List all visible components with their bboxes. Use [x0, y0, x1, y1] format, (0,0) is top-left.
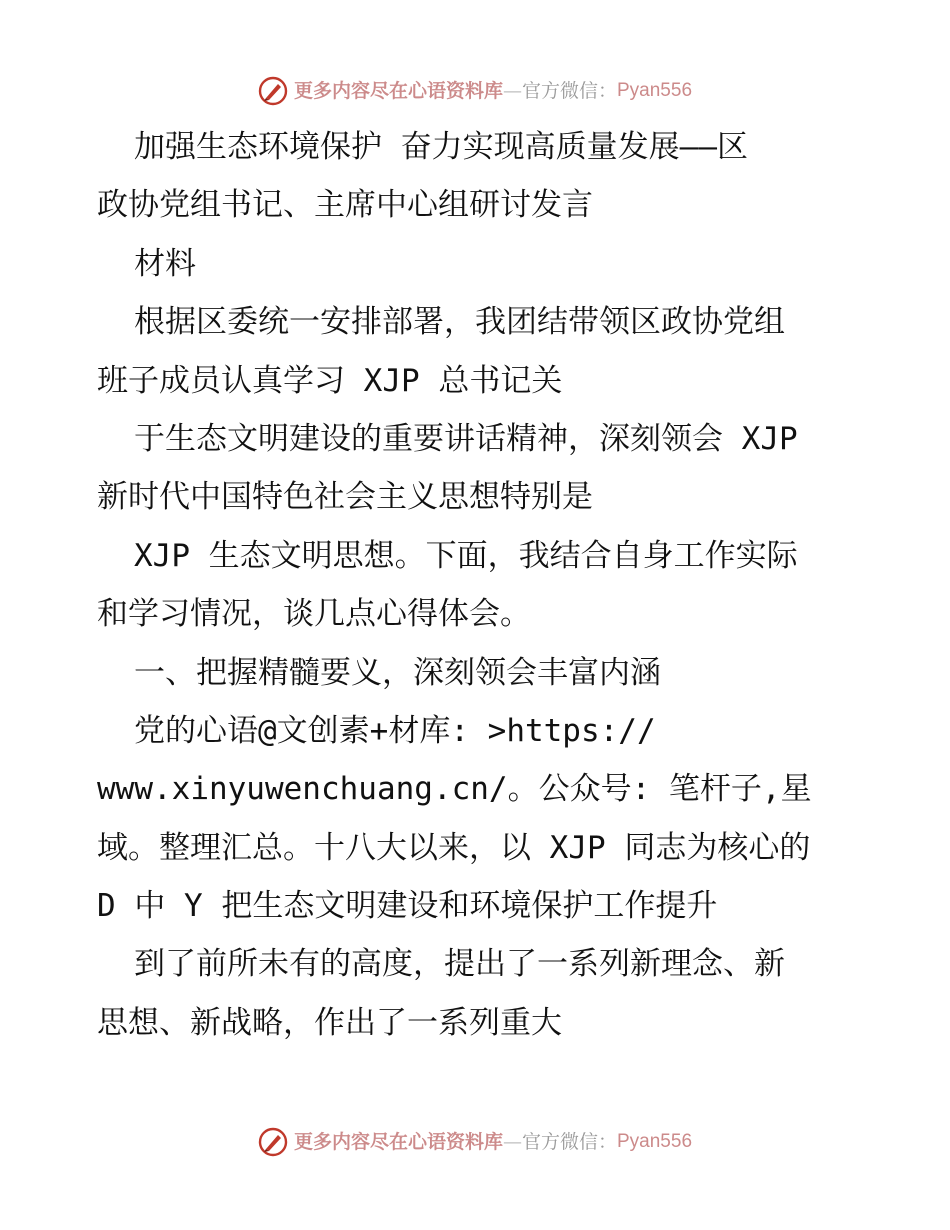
- banner-dash: —: [502, 1131, 522, 1153]
- title-line-2: 政协党组书记、主席中心组研讨发言: [97, 187, 593, 224]
- paragraph-line: 党的心语@文创素+材库: >https://: [134, 712, 656, 749]
- paragraph-line: www.xinyuwenchuang.cn/。公众号: 笔杆子,星: [97, 771, 812, 808]
- paragraph-line: D 中 Y 把生态文明建设和环境保护工作提升: [97, 888, 718, 925]
- pen-logo-icon: [258, 1127, 288, 1157]
- banner-title: 更多内容尽在心语资料库: [293, 1131, 503, 1153]
- title-line-3: 材料: [134, 245, 196, 282]
- paragraph-line: 新时代中国特色社会主义思想特别是: [97, 479, 593, 516]
- banner-wechat-label: 官方微信：: [521, 1131, 617, 1153]
- section-heading: 一、把握精髓要义，深刻领会丰富内涵: [134, 654, 661, 691]
- paragraph-line: 根据区委统一安排部署，我团结带领区政协党组: [134, 304, 785, 341]
- banner-wechat-id: Pyan556: [617, 80, 693, 101]
- paragraph-line: 思想、新战略，作出了一系列重大: [97, 1004, 562, 1041]
- paragraph-line: 于生态文明建设的重要讲话精神，深刻领会 XJP: [134, 420, 798, 457]
- title-line-1: 加强生态环境保护 奋力实现高质量发展——区: [134, 129, 748, 165]
- paragraph-line: 和学习情况，谈几点心得体会。: [97, 596, 531, 633]
- document-body: [97, 118, 857, 1052]
- pen-logo-icon: [258, 76, 288, 106]
- banner-wechat-label: 官方微信：: [521, 80, 617, 102]
- paragraph-line: 班子成员认真学习 XJP 总书记关: [97, 362, 563, 399]
- banner-title: 更多内容尽在心语资料库: [293, 80, 503, 102]
- paragraph-line: XJP 生态文明思想。下面，我结合自身工作实际: [134, 537, 798, 574]
- paragraph-line: 域。整理汇总。十八大以来，以 XJP 同志为核心的: [97, 829, 811, 866]
- footer-watermark: [0, 1127, 950, 1157]
- paragraph-line: 到了前所未有的高度，提出了一系列新理念、新: [134, 946, 785, 983]
- banner-dash: —: [502, 80, 522, 102]
- banner-wechat-id: Pyan556: [617, 1131, 693, 1152]
- header-watermark: [0, 76, 950, 106]
